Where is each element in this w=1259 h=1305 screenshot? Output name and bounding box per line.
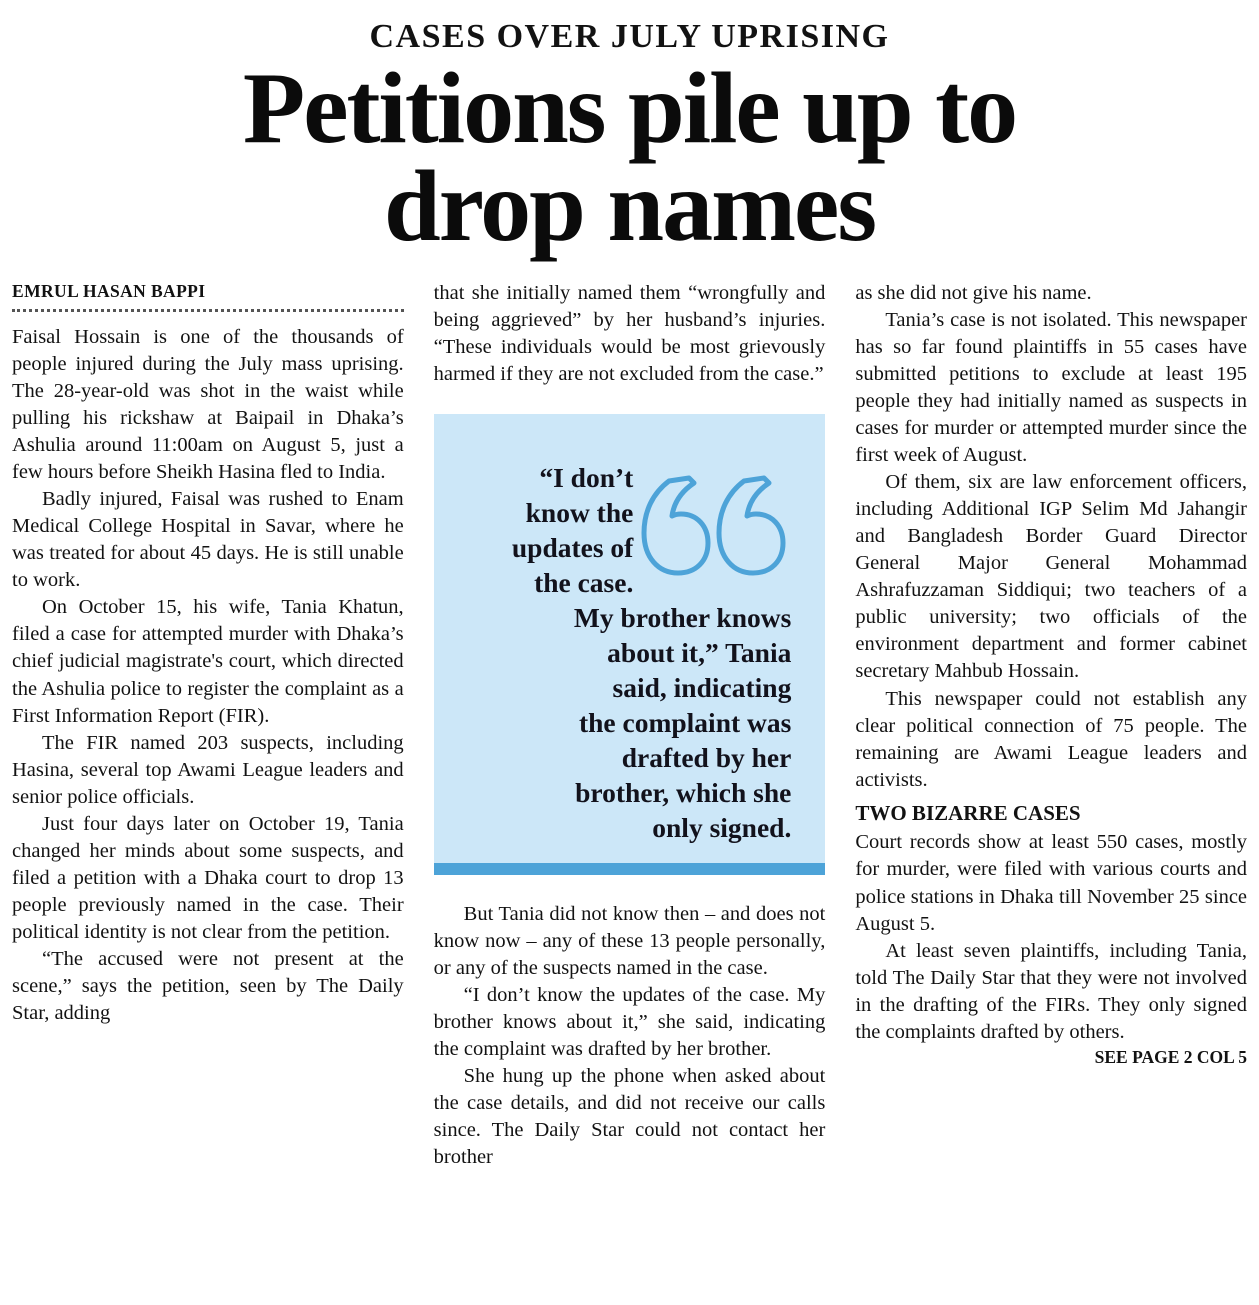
pull-quote-line: know the [525, 497, 634, 528]
article-paragraph: “I don’t know the updates of the case. My brother knows about it,” she said, indicating the complaint was drafted by her brother. [433, 984, 826, 1061]
pull-quote-line: only signed. [652, 812, 792, 843]
article-paragraph: Faisal Hossain is one of the thousands of people injured during the July mass uprising. The 28-year-old was shot in the waist while pulling his rickshaw at Baipail in Dhaka’s Ashulia around 11:00am on August 5, just a few hours before Sheikh Hasina fled to India. [12, 325, 404, 484]
pull-quote-line: the case. [534, 567, 634, 598]
article-paragraph: On October 15, his wife, Tania Khatun, filed a case for attempted murder with Dhaka’s chief judicial magistrate's court, which directed the Ashulia police to register the complaint as a First Information Report (FIR). [12, 596, 404, 727]
byline-rule [12, 309, 404, 312]
pull-quote-line: brother, which she [575, 777, 792, 808]
article-paragraph: But Tania did not know then – and does not know now – any of these 13 people personally, or any of the suspects named in the case. [433, 903, 826, 980]
article-paragraph: as she did not give his name. [855, 281, 1092, 304]
article-paragraph: Of them, six are law enforcement officers, including Additional IGP Selim Md Jahangir and Bangladesh Border Guard Director General Major General Mohammad Ashrafuzzaman Siddiqui; two teachers of a public university; two officials of the environment department and former cabinet secretary Mahbub Hossain. [855, 471, 1248, 683]
article-paragraph: Just four days later on October 19, Tania changed her minds about some suspects, and filed a petition with a Dhaka court to drop 13 people previously named in the case. Their political identity is not clear from the petition. [12, 812, 404, 943]
byline: EMRUL HASAN BAPPI [12, 280, 206, 301]
article-paragraph: This newspaper could not establish any clear political connection of 75 people. The remaining are Awami League leaders and activists. [855, 687, 1248, 791]
article-paragraph: She hung up the phone when asked about the case details, and did not receive our calls since. The Daily Star could not contact her brother [433, 1065, 826, 1169]
article-paragraph: Badly injured, Faisal was rushed to Enam Medical College Hospital in Savar, where he was treated for about 45 days. He is still unable to work. [12, 488, 404, 592]
article-paragraph: Tania’s case is not isolated. This newspaper has so far found plaintiffs in 55 cases have submitted petitions to exclude at least 195 people they had initially named as suspects in cases for murder or attempted murder since the first week of August. [855, 308, 1248, 467]
pull-quote-line: “I don’t [539, 462, 634, 493]
article-paragraph: Court records show at least 550 cases, mostly for murder, were filed with various courts and police stations in Dhaka till November 25 since August 5. [855, 831, 1248, 935]
quote-accent-bar [434, 863, 826, 875]
quotation-marks-icon [641, 460, 791, 600]
headline-line2: drop names [383, 149, 876, 263]
article-paragraph: that she initially named them “wrongfully and being aggrieved” by her husband’s injuries. “These individuals would be most grievously harmed if they are not excluded from the case.” [433, 281, 826, 385]
column-3 [855, 280, 1247, 1172]
section-subhead: TWO BIZARRE CASES [855, 800, 1081, 825]
column-1 [12, 280, 404, 1172]
pull-quote-line: updates of [511, 532, 634, 563]
kicker: CASES OVER JULY UPRISING [369, 18, 890, 55]
pull-quote [434, 414, 826, 875]
article-paragraph: At least seven plaintiffs, including Tania, told The Daily Star that they were not involved in the drafting of the FIRs. They only signed the complaints drafted by others. [855, 939, 1248, 1043]
headline [12, 52, 1247, 263]
headline-line1: Petitions pile up to [242, 52, 1017, 165]
article-paragraph: The FIR named 203 suspects, including Hasina, several top Awami League leaders and senior police officials. [12, 731, 404, 808]
pull-quote-line: My brother knows [573, 602, 792, 633]
pull-quote-line: drafted by her [621, 742, 792, 773]
pull-quote-line: about it,” Tania [607, 637, 792, 668]
pull-quote-line: the complaint was [578, 707, 792, 738]
continuation-reference: SEE PAGE 2 COL 5 [1094, 1046, 1248, 1067]
column-2 [434, 280, 826, 1172]
article-paragraph: “The accused were not present at the scene,” says the petition, seen by The Daily Star, adding [12, 947, 404, 1025]
article-columns [12, 280, 1247, 1172]
pull-quote-box [434, 414, 826, 863]
pull-quote-line: said, indicating [612, 672, 792, 703]
